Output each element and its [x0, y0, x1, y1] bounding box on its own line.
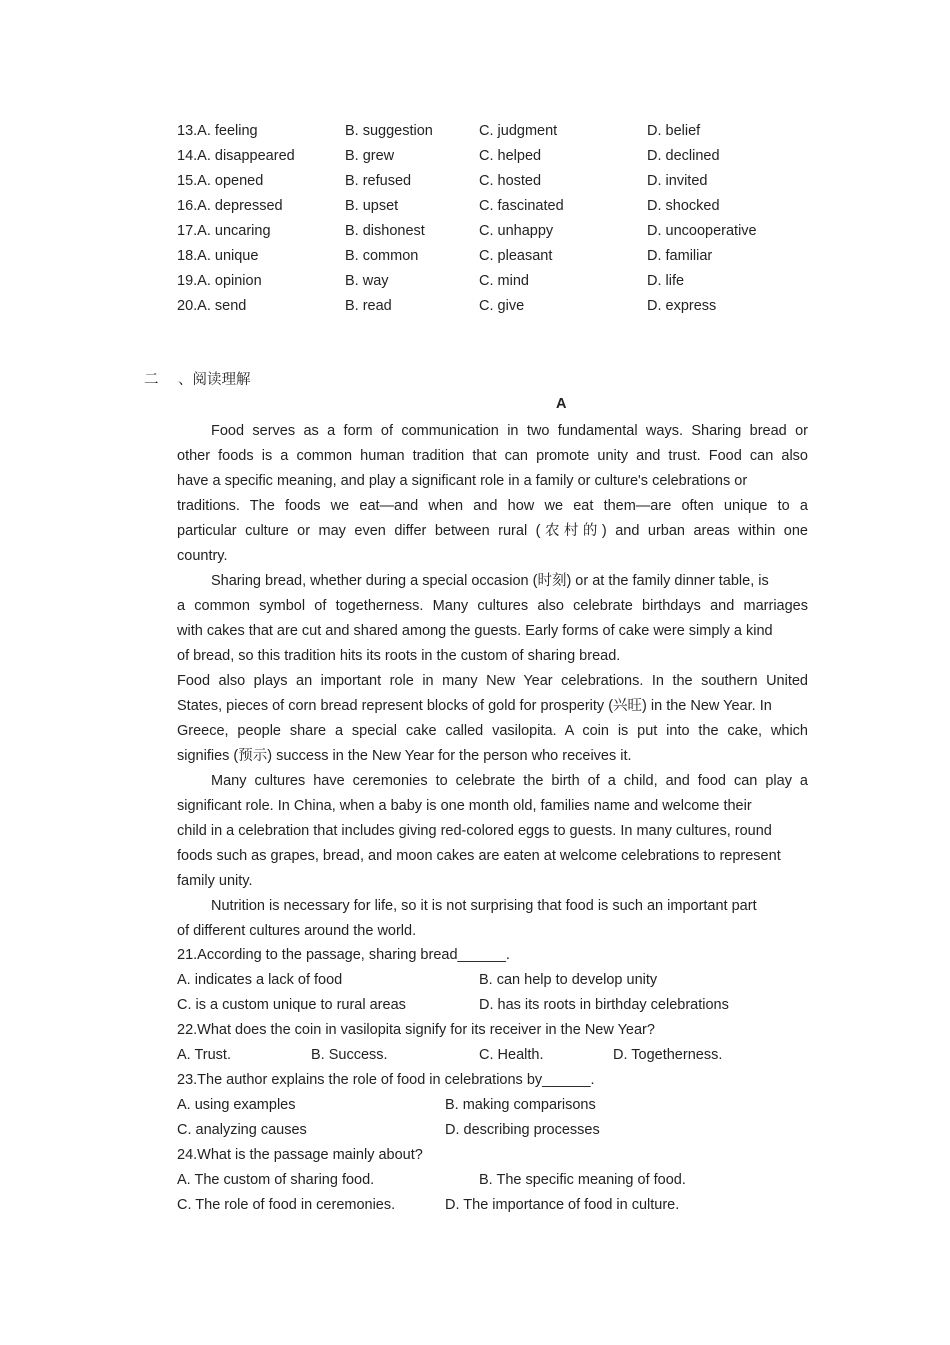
- option-line: [177, 1093, 817, 1118]
- passage-line: significant role. In China, when a baby is one month old, families name and welcome their: [177, 798, 752, 814]
- answer-option: D. The importance of food in culture.: [445, 1197, 680, 1213]
- passage-line: other foods is a common human tradition that can promote unity and trust. Food can also: [177, 448, 808, 464]
- answer-option: B. making comparisons: [445, 1097, 596, 1113]
- section-heading: [144, 368, 251, 389]
- section-number: 二: [144, 372, 159, 388]
- question-stem: 21.According to the passage, sharing bread______.: [177, 947, 510, 963]
- passage-line: States, pieces of corn bread represent blocks of gold for prosperity (兴旺) in the New Year. In: [177, 698, 772, 714]
- option-line: [177, 993, 817, 1018]
- answer-option: A. The custom of sharing food.: [177, 1172, 375, 1188]
- answer-option: B. Success.: [311, 1047, 388, 1063]
- passage-line: signifies (预示) success in the New Year for the person who receives it.: [177, 748, 632, 764]
- answer-option: C. is a custom unique to rural areas: [177, 997, 406, 1013]
- reading-passage: [177, 419, 808, 944]
- passage-line: child in a celebration that includes giving red-colored eggs to guests. In many cultures, round: [177, 823, 772, 839]
- question-stem: 23.The author explains the role of food in celebrations by______.: [177, 1072, 595, 1088]
- option-line: [177, 1118, 817, 1143]
- passage-line: traditions. The foods we eat—and when and how we eat them—are often unique to a: [177, 498, 808, 514]
- passage-line: Nutrition is necessary for life, so it is not surprising that food is such an important part: [211, 898, 757, 914]
- passage-line: foods such as grapes, bread, and moon cakes are eaten at welcome celebrations to represent: [177, 848, 781, 864]
- answer-option: C. analyzing causes: [177, 1122, 307, 1138]
- option-line: [177, 1193, 817, 1218]
- answer-option: A. Trust.: [177, 1047, 231, 1063]
- answer-option: D. Togetherness.: [613, 1047, 723, 1063]
- passage-line: family unity.: [177, 873, 253, 889]
- passage-line: Greece, people share a special cake called vasilopita. A coin is put into the cake, which: [177, 723, 808, 739]
- answer-option: B. can help to develop unity: [479, 972, 658, 988]
- passage-line: of different cultures around the world.: [177, 923, 417, 939]
- passage-line: Sharing bread, whether during a special occasion (时刻) or at the family dinner table, is: [211, 573, 769, 589]
- passage-line: Food also plays an important role in many New Year celebrations. In the southern United: [177, 673, 808, 689]
- passage-line: country.: [177, 548, 228, 564]
- answer-option: A. using examples: [177, 1097, 296, 1113]
- answer-option: D. has its roots in birthday celebrations: [479, 997, 729, 1013]
- passage-line: particular culture or may even differ between rural (农村的) and urban areas within one: [177, 523, 808, 539]
- passage-line: with cakes that are cut and shared among the guests. Early forms of cake were simply a kind: [177, 623, 773, 639]
- answer-option: C. Health.: [479, 1047, 544, 1063]
- answer-option: C. The role of food in ceremonies.: [177, 1197, 396, 1213]
- passage-line: Food serves as a form of communication in two fundamental ways. Sharing bread or: [211, 423, 808, 439]
- answer-option: D. describing processes: [445, 1122, 600, 1138]
- passage-line: Many cultures have ceremonies to celebrate the birth of a child, and food can play a: [211, 773, 808, 789]
- option-line: [177, 1168, 817, 1193]
- option-line: [177, 1043, 817, 1068]
- passage-letter: A: [556, 396, 567, 412]
- question-list: [177, 943, 817, 1218]
- passage-line: a common symbol of togetherness. Many cultures also celebrate birthdays and marriages: [177, 598, 808, 614]
- option-line: [177, 968, 817, 993]
- passage-line: have a specific meaning, and play a significant role in a family or culture's celebrations or: [177, 473, 748, 489]
- question-stem: 22.What does the coin in vasilopita signify for its receiver in the New Year?: [177, 1022, 655, 1038]
- answer-option: A. indicates a lack of food: [177, 972, 343, 988]
- question-stem: 24.What is the passage mainly about?: [177, 1147, 423, 1163]
- passage-line: of bread, so this tradition hits its roots in the custom of sharing bread.: [177, 648, 621, 664]
- answer-option: B. The specific meaning of food.: [479, 1172, 686, 1188]
- section-title: 、阅读理解: [178, 372, 251, 388]
